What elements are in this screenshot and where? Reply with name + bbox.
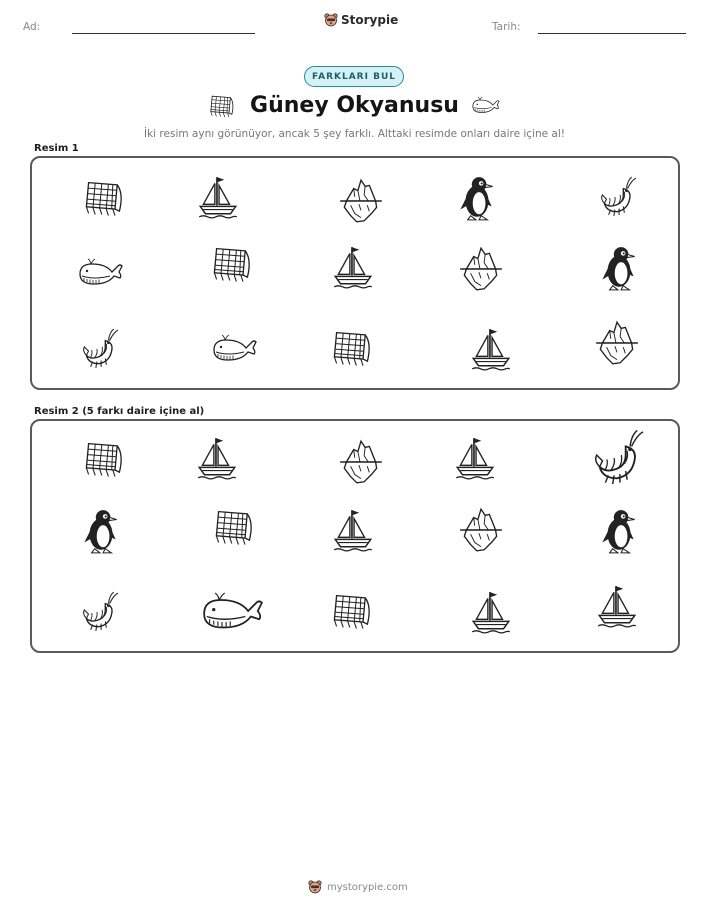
penguin-icon (598, 507, 640, 555)
sailboat-icon[interactable] (454, 435, 496, 481)
sailboat-icon (332, 244, 374, 290)
whale-icon (76, 256, 126, 288)
footer (308, 880, 408, 894)
brand-name: Storypie (341, 13, 399, 27)
iceberg-icon (338, 176, 384, 226)
activity-badge: FARKLARI BUL (304, 66, 404, 87)
instructions: İki resim aynı görünüyor, ancak 5 şey farklı. Alttaki resimde onları daire içine al! (144, 128, 565, 140)
net-icon (210, 244, 254, 284)
sailboat-icon (197, 174, 239, 220)
whale-icon[interactable] (198, 589, 268, 633)
picture1-panel (30, 156, 680, 390)
sailboat-icon[interactable] (596, 583, 638, 629)
shrimp-icon (78, 328, 120, 370)
name-line[interactable] (72, 33, 255, 34)
picture2-panel (30, 419, 680, 653)
iceberg-icon (594, 318, 640, 368)
picture1-label: Resim 1 (34, 143, 79, 154)
sailboat-icon (196, 435, 238, 481)
shrimp-icon (596, 176, 638, 218)
bear-logo-icon (324, 13, 338, 27)
penguin-icon (456, 174, 498, 222)
page-title: Güney Okyanusu (250, 93, 459, 118)
name-label: Ad: (23, 21, 41, 33)
brand (324, 13, 398, 27)
date-line[interactable] (538, 33, 686, 34)
sailboat-icon (470, 589, 512, 635)
penguin-icon[interactable] (80, 507, 122, 555)
net-icon (330, 591, 374, 631)
net-icon (82, 178, 126, 218)
net-icon (330, 328, 374, 368)
penguin-icon (598, 244, 640, 292)
picture2-label: Resim 2 (5 farkı daire içine al) (34, 406, 205, 417)
whale-icon (470, 95, 502, 115)
footer-url[interactable]: mystorypie.com (327, 881, 408, 893)
shrimp-icon (78, 591, 120, 633)
bear-logo-icon (308, 880, 322, 894)
sailboat-icon[interactable] (332, 507, 374, 553)
iceberg-icon (458, 244, 504, 294)
sailboat-icon (470, 326, 512, 372)
date-label: Tarih: (492, 21, 521, 33)
iceberg-icon (458, 505, 504, 555)
whale-icon (210, 332, 260, 364)
net-icon (82, 439, 126, 479)
iceberg-icon (338, 437, 384, 487)
net-icon (212, 507, 256, 547)
shrimp-icon[interactable] (588, 429, 646, 487)
